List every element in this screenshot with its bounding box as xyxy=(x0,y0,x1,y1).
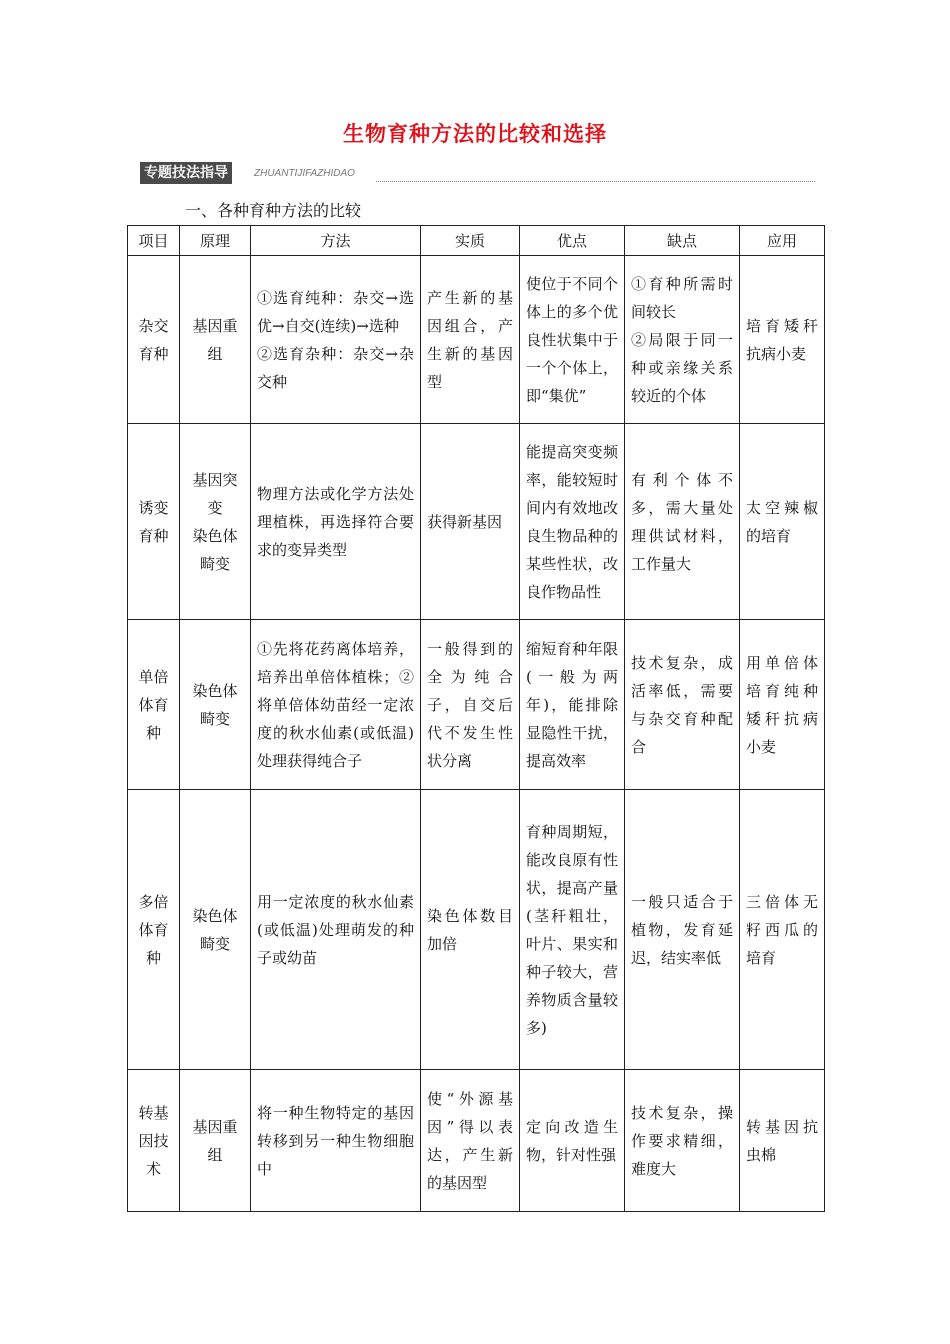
cell-pros: 使位于不同个体上的多个优良性状集中于一个个体上，即“集优” xyxy=(520,256,625,424)
cell-method: 将一种生物特定的基因转移到另一种生物细胞中 xyxy=(251,1070,421,1212)
header-application: 应用 xyxy=(740,226,825,256)
table-row xyxy=(128,424,825,620)
header-pros: 优点 xyxy=(520,226,625,256)
cell-principle: 染色体畸变 xyxy=(180,620,251,790)
cell-essence: 产生新的基因组合，产生新的基因型 xyxy=(421,256,520,424)
breeding-comparison-table xyxy=(127,225,825,1212)
cell-essence: 染色体数目加倍 xyxy=(421,790,520,1070)
banner-pinyin: ZHUANTIJIFAZHIDAO xyxy=(254,168,355,179)
cell-application: 转基因抗虫棉 xyxy=(740,1070,825,1212)
cell-method: ①选育纯种：杂交→选优→自交(连续)→选种 ②选育杂种：杂交→杂交种 xyxy=(251,256,421,424)
table-row xyxy=(128,790,825,1070)
header-principle: 原理 xyxy=(180,226,251,256)
cell-method: 用一定浓度的秋水仙素(或低温)处理萌发的种子或幼苗 xyxy=(251,790,421,1070)
page-title: 生物育种方法的比较和选择 xyxy=(343,122,607,146)
cell-cons: 一般只适合于植物，发育延迟，结实率低 xyxy=(625,790,740,1070)
cell-essence: 一般得到的全为纯合子，自交后代不发生性状分离 xyxy=(421,620,520,790)
cell-essence: 获得新基因 xyxy=(421,424,520,620)
cell-principle: 染色体畸变 xyxy=(180,790,251,1070)
header-cons: 缺点 xyxy=(625,226,740,256)
cell-application: 用单倍体培育纯种矮秆抗病小麦 xyxy=(740,620,825,790)
banner-tag: 专题技法指导 xyxy=(140,162,232,184)
cell-cons: 技术复杂，成活率低，需要与杂交育种配合 xyxy=(625,620,740,790)
cell-item: 转基因技术 xyxy=(128,1070,180,1212)
cell-pros: 能提高突变频率，能较短时间内有效地改良生物品种的某些性状，改良作物品性 xyxy=(520,424,625,620)
cell-principle: 基因突变 染色体畸变 xyxy=(180,424,251,620)
cell-pros: 定向改造生物，针对性强 xyxy=(520,1070,625,1212)
cell-application: 三倍体无籽西瓜的培育 xyxy=(740,790,825,1070)
cell-item: 单倍体育种 xyxy=(128,620,180,790)
table-row xyxy=(128,1070,825,1212)
table-header-row xyxy=(128,226,825,256)
cell-pros: 缩短育种年限(一般为两年)，能排除显隐性干扰，提高效率 xyxy=(520,620,625,790)
cell-application: 太空辣椒的培育 xyxy=(740,424,825,620)
table-row xyxy=(128,256,825,424)
header-item: 项目 xyxy=(128,226,180,256)
cell-cons: ①育种所需时间较长 ②局限于同一种或亲缘关系较近的个体 xyxy=(625,256,740,424)
table-row xyxy=(128,620,825,790)
cell-method: ①先将花药离体培养，培养出单倍体植株；②将单倍体幼苗经一定浓度的秋水仙素(或低温)处理获得纯合子 xyxy=(251,620,421,790)
cell-item: 杂交育种 xyxy=(128,256,180,424)
cell-principle: 基因重组 xyxy=(180,256,251,424)
banner-divider xyxy=(376,181,815,182)
cell-cons: 技术复杂，操作要求精细，难度大 xyxy=(625,1070,740,1212)
cell-method: 物理方法或化学方法处理植株，再选择符合要求的变异类型 xyxy=(251,424,421,620)
section-banner xyxy=(140,162,815,184)
section-heading: 一、各种育种方法的比较 xyxy=(185,201,362,220)
header-method: 方法 xyxy=(251,226,421,256)
cell-essence: 使“外源基因”得以表达，产生新的基因型 xyxy=(421,1070,520,1212)
cell-principle: 基因重组 xyxy=(180,1070,251,1212)
header-essence: 实质 xyxy=(421,226,520,256)
cell-application: 培育矮秆抗病小麦 xyxy=(740,256,825,424)
cell-pros: 育种周期短，能改良原有性状，提高产量(茎秆粗壮，叶片、果实和种子较大，营养物质含量较多) xyxy=(520,790,625,1070)
cell-item: 多倍体育种 xyxy=(128,790,180,1070)
cell-item: 诱变育种 xyxy=(128,424,180,620)
cell-cons: 有利个体不多，需大量处理供试材料，工作量大 xyxy=(625,424,740,620)
